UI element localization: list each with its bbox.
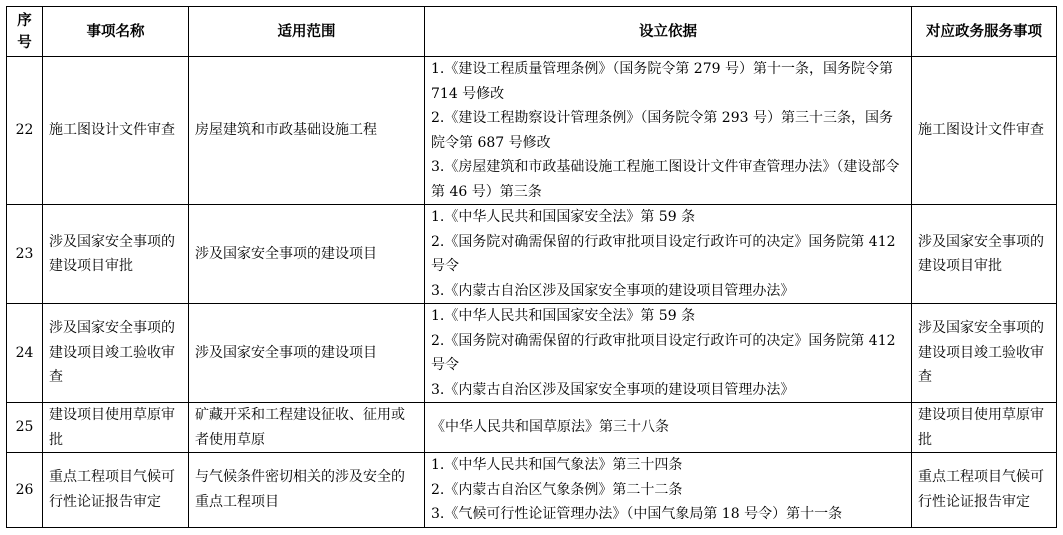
basis-line: 《中华人民共和国草原法》第三十八条 [431, 419, 669, 436]
item-service: 建设项目使用草原审批 [912, 403, 1057, 453]
table-row [7, 403, 1057, 453]
item-basis [425, 304, 912, 403]
basis-line: 3.《气候可行性论证管理办法》（中国气象局第 18 号令）第十一条 [431, 506, 843, 522]
table-row [7, 57, 1057, 205]
header-basis: 设立依据 [425, 7, 912, 57]
item-service: 施工图设计文件审查 [912, 57, 1057, 205]
item-name: 涉及国家安全事项的建设项目审批 [43, 205, 189, 304]
item-basis [425, 205, 912, 304]
basis-line: 3.《房屋建筑和市政基础设施工程施工图设计文件审查管理办法》（建设部令第 46 号）第三条 [431, 159, 900, 200]
basis-line: 2.《国务院对确需保留的行政审批项目设定行政许可的决定》国务院第 412 号令 [431, 332, 896, 373]
table-row [7, 304, 1057, 403]
row-number: 22 [7, 57, 43, 205]
item-scope: 与气候条件密切相关的涉及安全的重点工程项目 [189, 453, 425, 528]
item-service: 涉及国家安全事项的建设项目审批 [912, 205, 1057, 304]
item-scope: 涉及国家安全事项的建设项目 [189, 304, 425, 403]
table-row [7, 453, 1057, 528]
basis-line: 1.《中华人民共和国国家安全法》第 59 条 [431, 209, 696, 225]
item-basis [425, 403, 912, 453]
item-name: 涉及国家安全事项的建设项目竣工验收审查 [43, 304, 189, 403]
row-number: 24 [7, 304, 43, 403]
row-number: 23 [7, 205, 43, 304]
item-scope: 矿藏开采和工程建设征收、征用或者使用草原 [189, 403, 425, 453]
item-service: 涉及国家安全事项的建设项目竣工验收审查 [912, 304, 1057, 403]
row-number: 25 [7, 403, 43, 453]
approval-items-table [6, 6, 1057, 528]
basis-line: 3.《内蒙古自治区涉及国家安全事项的建设项目管理办法》 [431, 381, 795, 398]
basis-line: 1.《中华人民共和国国家安全法》第 59 条 [431, 308, 696, 324]
item-scope: 涉及国家安全事项的建设项目 [189, 205, 425, 304]
item-basis [425, 453, 912, 528]
table-body [7, 57, 1057, 528]
basis-line: 1.《建设工程质量管理条例》（国务院令第 279 号）第十一条，国务院令第 714 号修改 [431, 61, 893, 102]
basis-line: 1.《中华人民共和国气象法》第三十四条 [431, 457, 683, 473]
header-service: 对应政务服务事项 [912, 7, 1057, 57]
item-name: 建设项目使用草原审批 [43, 403, 189, 453]
item-name: 重点工程项目气候可行性论证报告审定 [43, 453, 189, 528]
header-no: 序 号 [7, 7, 43, 57]
row-number: 26 [7, 453, 43, 528]
header-item-name: 事项名称 [43, 7, 189, 57]
header-scope: 适用范围 [189, 7, 425, 57]
table-row [7, 205, 1057, 304]
basis-line: 2.《内蒙古自治区气象条例》第二十二条 [431, 481, 683, 498]
basis-line: 2.《建设工程勘察设计管理条例》（国务院令第 293 号）第三十三条，国务院令第 687 号修改 [431, 110, 893, 151]
basis-line: 2.《国务院对确需保留的行政审批项目设定行政许可的决定》国务院第 412 号令 [431, 233, 896, 274]
item-scope: 房屋建筑和市政基础设施工程 [189, 57, 425, 205]
table-header [7, 7, 1057, 57]
header-row [7, 7, 1057, 57]
item-basis [425, 57, 912, 205]
item-service: 重点工程项目气候可行性论证报告审定 [912, 453, 1057, 528]
basis-line: 3.《内蒙古自治区涉及国家安全事项的建设项目管理办法》 [431, 282, 795, 299]
item-name: 施工图设计文件审查 [43, 57, 189, 205]
